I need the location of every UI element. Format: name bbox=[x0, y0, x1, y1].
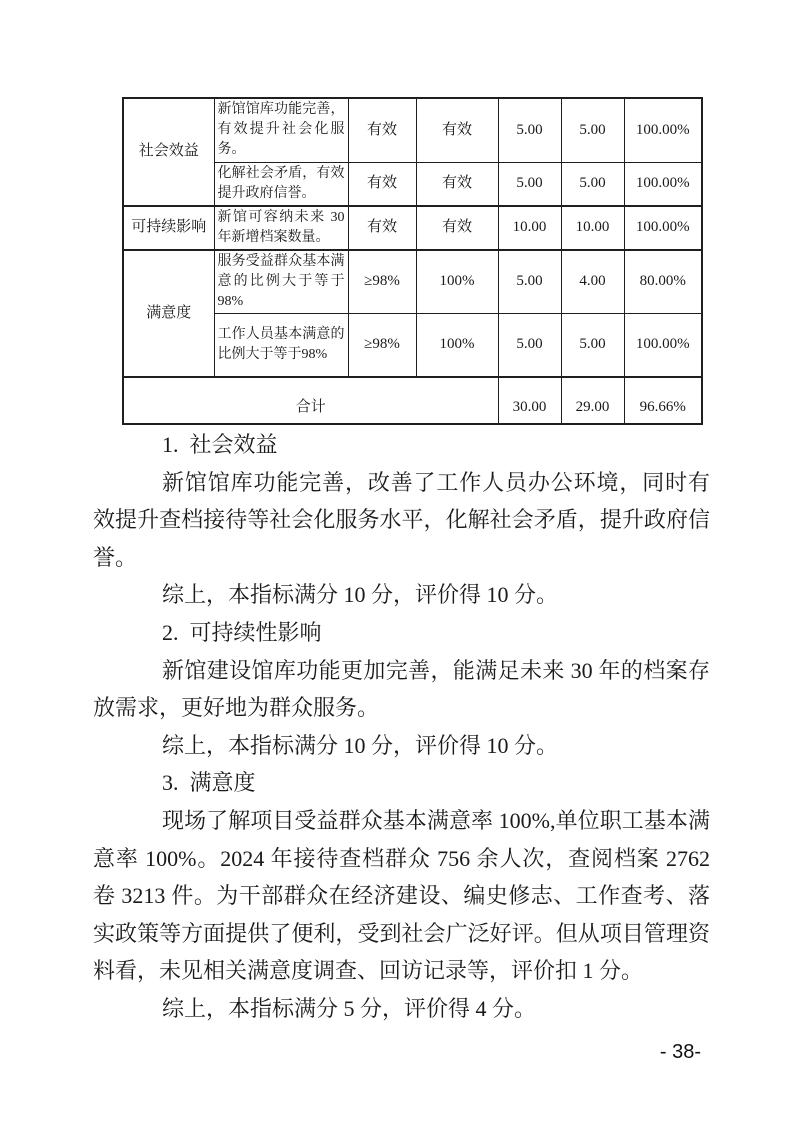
paragraph: 综上，本指标满分 10 分，评价得 10 分。 bbox=[162, 582, 559, 608]
actual-value-cell: 100% bbox=[416, 314, 498, 377]
indicator-cell: 化解社会矛盾，有效提升政府信誉。 bbox=[214, 162, 348, 206]
page-number: - 38- bbox=[659, 1041, 701, 1063]
indicator-cell: 新馆馆库功能完善，有效提升社会化服务。 bbox=[214, 98, 348, 162]
table-row bbox=[123, 206, 702, 250]
score-cell: 10.00 bbox=[561, 206, 624, 250]
section-heading-satisfaction: 3. 满意度 bbox=[162, 770, 256, 796]
max-score-cell: 5.00 bbox=[498, 98, 561, 162]
section-heading-social-benefit: 1. 社会效益 bbox=[162, 432, 278, 457]
max-score-cell: 5.00 bbox=[498, 314, 561, 377]
target-value-cell: ≥98% bbox=[348, 250, 416, 314]
total-label-cell: 合计 bbox=[123, 377, 498, 424]
total-score-cell: 29.00 bbox=[561, 377, 624, 424]
score-cell: 4.00 bbox=[561, 250, 624, 314]
table-row bbox=[123, 98, 702, 162]
target-value-cell: 有效 bbox=[348, 206, 416, 250]
actual-value-cell: 100% bbox=[416, 250, 498, 314]
max-score-cell: 5.00 bbox=[498, 250, 561, 314]
actual-value-cell: 有效 bbox=[416, 98, 498, 162]
score-rate-cell: 100.00% bbox=[624, 162, 702, 206]
score-rate-cell: 80.00% bbox=[624, 250, 702, 314]
target-value-cell: ≥98% bbox=[348, 314, 416, 377]
score-cell: 5.00 bbox=[561, 162, 624, 206]
table-row bbox=[123, 250, 702, 314]
indicator-score-table bbox=[122, 97, 703, 425]
actual-value-cell: 有效 bbox=[416, 162, 498, 206]
category-cell: 可持续影响 bbox=[123, 206, 214, 250]
total-max-score-cell: 30.00 bbox=[498, 377, 561, 424]
indicator-cell: 工作人员基本满意的比例大于等于98% bbox=[214, 314, 348, 377]
max-score-cell: 5.00 bbox=[498, 162, 561, 206]
paragraph: 新馆建设馆库功能更加完善，能满足未来 30 年的档案存放需求，更好地为群众服务。 bbox=[93, 657, 710, 721]
category-cell: 满意度 bbox=[123, 250, 214, 377]
paragraph: 综上，本指标满分 5 分，评价得 4 分。 bbox=[162, 995, 537, 1021]
paragraph: 综上，本指标满分 10 分，评价得 10 分。 bbox=[162, 732, 559, 758]
report-body bbox=[93, 426, 710, 1028]
total-rate-cell: 96.66% bbox=[624, 377, 702, 424]
indicator-cell: 服务受益群众基本满意的比例大于等于98% bbox=[214, 250, 348, 314]
table-total-row bbox=[123, 377, 702, 424]
score-cell: 5.00 bbox=[561, 98, 624, 162]
score-rate-cell: 100.00% bbox=[624, 314, 702, 377]
actual-value-cell: 有效 bbox=[416, 206, 498, 250]
target-value-cell: 有效 bbox=[348, 162, 416, 206]
score-rate-cell: 100.00% bbox=[624, 206, 702, 250]
target-value-cell: 有效 bbox=[348, 98, 416, 162]
max-score-cell: 10.00 bbox=[498, 206, 561, 250]
indicator-cell: 新馆可容纳未来 30 年新增档案数量。 bbox=[214, 206, 348, 250]
score-rate-cell: 100.00% bbox=[624, 98, 702, 162]
score-cell: 5.00 bbox=[561, 314, 624, 377]
paragraph: 新馆馆库功能完善，改善了工作人员办公环境，同时有效提升查档接待等社会化服务水平，化解社会矛盾，提升政府信誉。 bbox=[93, 469, 710, 570]
section-heading-sustainability: 2. 可持续性影响 bbox=[162, 619, 322, 645]
category-cell: 社会效益 bbox=[123, 98, 214, 206]
paragraph: 现场了解项目受益群众基本满意率 100%,单位职工基本满意率 100%。2024 年接待查档群众 756 余人次，查阅档案 2762 卷 3213 件。为干部群众在经济建设、编史修志、工作查考、落实政策等方面提供了便利，受到社会广泛好评。但从项目管理资料看，未见相关满意度调查、回访记录等，评价扣 1 分。 bbox=[93, 807, 710, 984]
